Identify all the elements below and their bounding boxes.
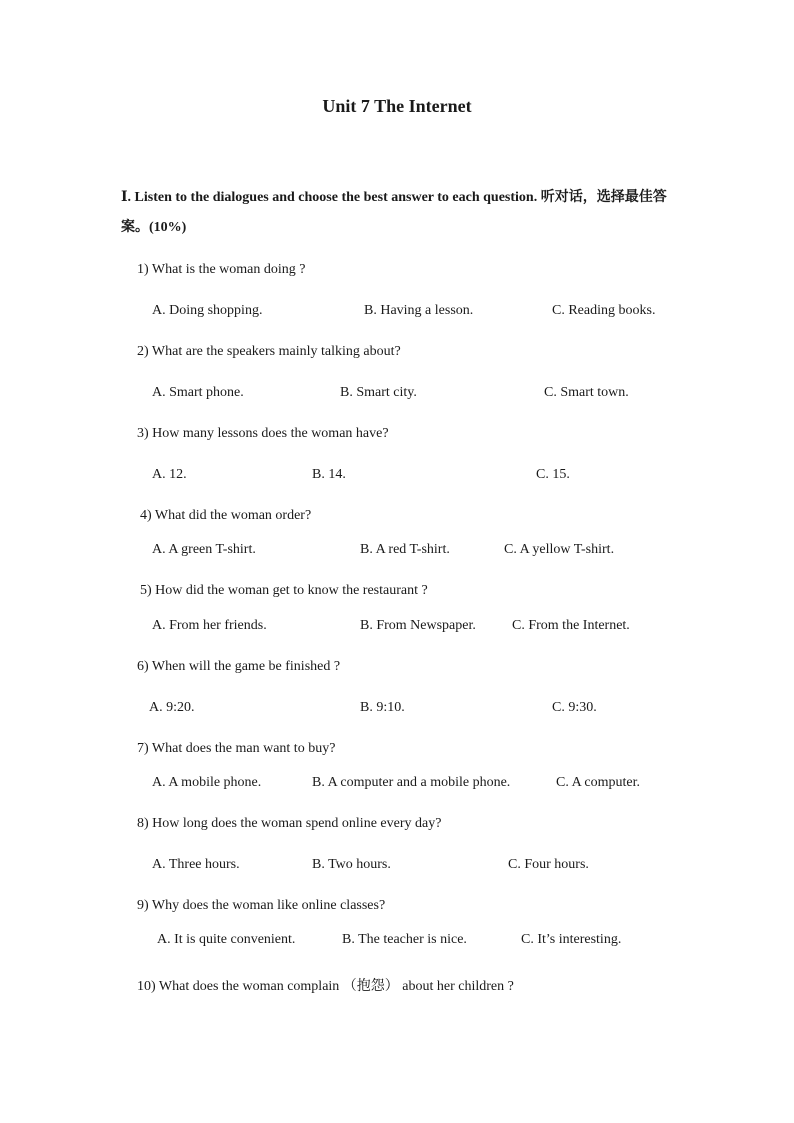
option-4b: B. A red T-shirt. (360, 542, 450, 557)
option-8a: A. Three hours. (152, 857, 240, 872)
question-7: 7) What does the man want to buy? (137, 741, 336, 756)
option-2a: A. Smart phone. (152, 385, 244, 400)
option-7a: A. A mobile phone. (152, 775, 262, 790)
question-9: 9) Why does the woman like online classes? (137, 898, 386, 913)
option-6b: B. 9:10. (360, 700, 405, 715)
option-8c: C. Four hours. (508, 857, 589, 872)
option-9c: C. It’s interesting. (521, 932, 622, 947)
option-1c: C. Reading books. (552, 303, 656, 318)
option-6c: C. 9:30. (552, 700, 597, 715)
question-5: 5) How did the woman get to know the restaurant ? (140, 583, 428, 598)
option-3b: B. 14. (312, 467, 346, 482)
option-5a: A. From her friends. (152, 618, 267, 633)
option-7c: C. A computer. (556, 775, 640, 790)
question-4: 4) What did the woman order? (140, 508, 312, 523)
option-9b: B. The teacher is nice. (342, 932, 467, 947)
option-9a: A. It is quite convenient. (157, 932, 296, 947)
option-3a: A. 12. (152, 467, 187, 482)
option-1b: B. Having a lesson. (364, 303, 474, 318)
question-2: 2) What are the speakers mainly talking about? (137, 344, 401, 359)
question-10: 10) What does the woman complain （抱怨） about her children ? (137, 979, 514, 994)
section-heading: Ⅰ. Listen to the dialogues and choose the best answer to each question. 听对话，选择最佳答案。(10%) (121, 190, 667, 235)
option-3c: C. 15. (536, 467, 570, 482)
page-title: Unit 7 The Internet (322, 96, 472, 116)
option-4a: A. A green T-shirt. (152, 542, 256, 557)
question-1: 1) What is the woman doing ? (137, 262, 306, 277)
question-6: 6) When will the game be finished ? (137, 659, 341, 674)
option-2b: B. Smart city. (340, 385, 417, 400)
option-2c: C. Smart town. (544, 385, 629, 400)
option-4c: C. A yellow T-shirt. (504, 542, 615, 557)
option-5c: C. From the Internet. (512, 618, 630, 633)
option-8b: B. Two hours. (312, 857, 391, 872)
option-7b: B. A computer and a mobile phone. (312, 775, 511, 790)
option-6a: A. 9:20. (149, 700, 195, 715)
question-8: 8) How long does the woman spend online every day? (137, 816, 442, 831)
option-5b: B. From Newspaper. (360, 618, 476, 633)
question-3: 3) How many lessons does the woman have? (137, 426, 389, 441)
option-1a: A. Doing shopping. (152, 303, 263, 318)
